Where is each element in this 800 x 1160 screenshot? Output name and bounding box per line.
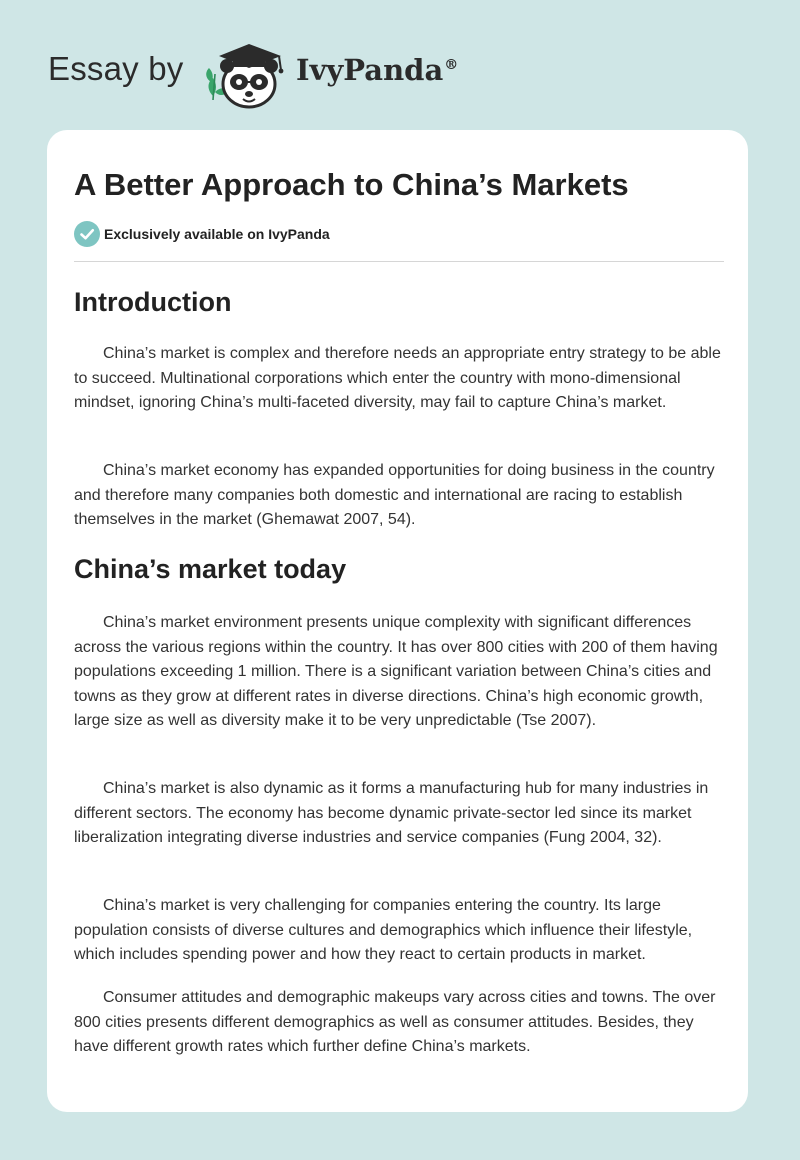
brand-header[interactable] [48,34,468,110]
paragraph: China’s market environment presents unique complexity with significant differences across the various regions within the country. It has over 800 cities with 200 of them having populations exceeding 1 million. There is a significant variation between China’s cities and towns as they grow at different rates in diverse directions. China’s high economic growth, large size as well as diversity make it to be very unpredictable (Tse 2007). [74,614,718,730]
title-divider [74,261,724,262]
paragraph: China’s market economy has expanded opportunities for doing business in the country and therefore many companies both domestic and international are racing to establish themselves in the market (Ghemawat 2007, 54). [74,462,715,529]
paragraph: China’s market is very challenging for companies entering the country. Its large population consists of diverse cultures and demographics which influence their lifestyle, which includes spending power and how they react to certain products in market. [74,897,693,964]
brand-prefix: Essay by [48,50,184,87]
section-heading: Introduction [74,287,232,317]
paragraph: China’s market is also dynamic as it forms a manufacturing hub for many industries in different sectors. The economy has become dynamic private-sector led since its market liberalization integrating diverse industries and service companies (Fung 2004, 32). [74,780,709,847]
check-circle-icon [74,221,100,247]
page-title: A Better Approach to China’s Markets [74,167,629,202]
brand-name [296,53,458,87]
section-heading: China’s market today [74,554,347,584]
paragraph: China’s market is complex and therefore needs an appropriate entry strategy to be able to succeed. Multinational corporations which enter the country with mono-dimensional mindset, ignoring China’s multi-faceted diversity, may fail to capture China’s market. [74,345,721,412]
panda-graduate-icon [201,34,293,110]
registered-mark: ® [444,57,459,74]
paragraph: Consumer attitudes and demographic makeups vary across cities and towns. The over 800 cities presents different demographics as well as consumer attitudes. Besides, they have different growth rates which further define China’s markets. [74,989,716,1056]
essay-card [47,130,748,1112]
exclusive-badge [74,221,474,247]
badge-text: Exclusively available on IvyPanda [104,226,330,242]
brand-name-text: IvyPanda [296,53,444,87]
